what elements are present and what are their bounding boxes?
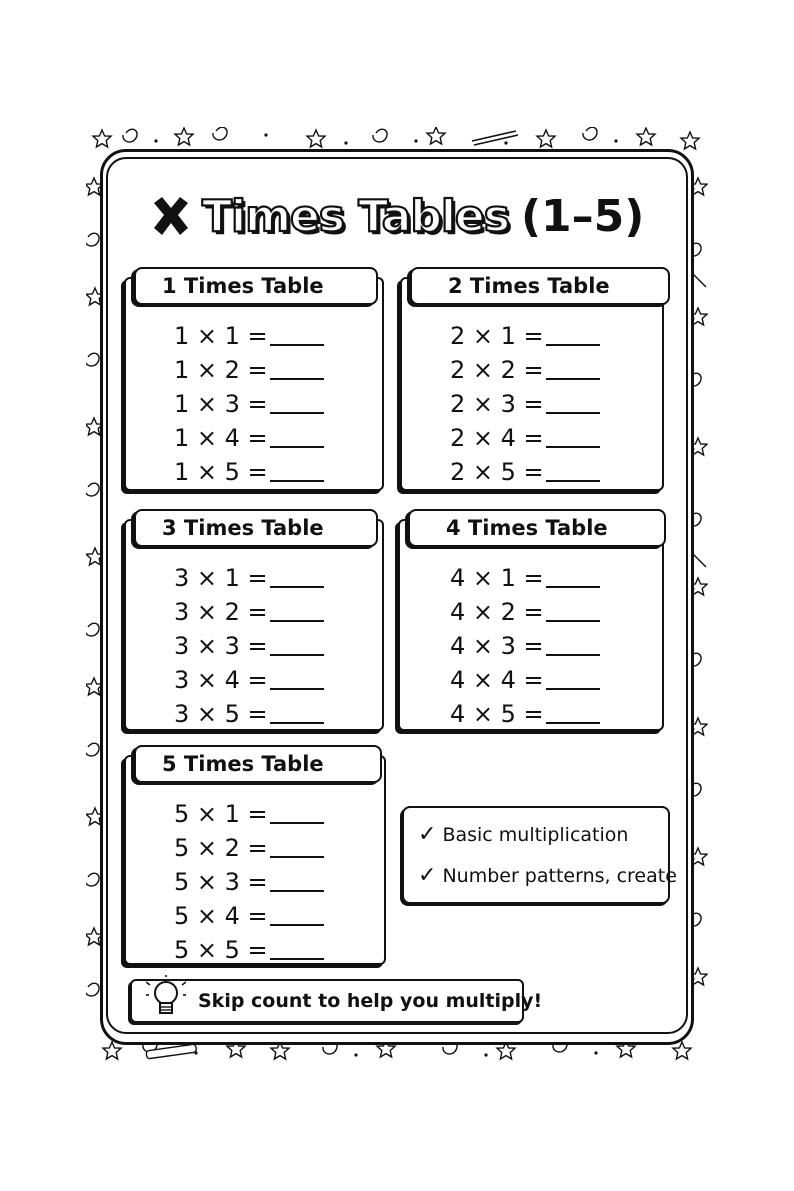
answer-blank[interactable]	[546, 344, 600, 346]
answer-blank[interactable]	[546, 412, 600, 414]
equation-text: 3 × 1 =	[174, 564, 268, 592]
title-text: Times Tables	[202, 190, 509, 242]
equation-row	[174, 797, 324, 831]
answer-blank[interactable]	[270, 856, 324, 858]
card-header-label: 3 Times Table	[162, 516, 324, 540]
equation-list	[174, 797, 324, 967]
equation-row	[174, 663, 324, 697]
answer-blank[interactable]	[270, 480, 324, 482]
equation-text: 1 × 1 =	[174, 322, 268, 350]
equation-row	[174, 455, 324, 489]
answer-blank[interactable]	[270, 620, 324, 622]
card-header	[134, 267, 378, 305]
equation-text: 1 × 3 =	[174, 390, 268, 418]
checkmark-icon: ✓	[418, 822, 437, 847]
equation-list	[174, 561, 324, 731]
answer-blank[interactable]	[546, 586, 600, 588]
title-range: (1–5)	[520, 190, 645, 242]
answer-blank[interactable]	[270, 890, 324, 892]
times-table-card-1	[124, 274, 384, 491]
card-header-label: 1 Times Table	[162, 274, 324, 298]
answer-blank[interactable]	[270, 654, 324, 656]
checklist-item-label: Number patterns, create	[442, 864, 677, 887]
equation-row	[174, 319, 324, 353]
equation-text: 2 × 1 =	[450, 322, 544, 350]
equation-text: 4 × 1 =	[450, 564, 544, 592]
equation-text: 5 × 2 =	[174, 834, 268, 862]
equation-text: 5 × 4 =	[174, 902, 268, 930]
answer-blank[interactable]	[270, 822, 324, 824]
equation-row	[174, 421, 324, 455]
equation-text: 1 × 2 =	[174, 356, 268, 384]
card-header-label: 2 Times Table	[448, 274, 610, 298]
equation-row	[174, 353, 324, 387]
card-header	[410, 267, 670, 305]
equation-row	[174, 697, 324, 731]
card-header	[134, 745, 382, 783]
equation-list	[450, 561, 600, 731]
answer-blank[interactable]	[546, 446, 600, 448]
equation-row	[174, 899, 324, 933]
answer-blank[interactable]	[546, 688, 600, 690]
equation-row	[450, 663, 600, 697]
tip-text: Skip count to help you multiply!	[198, 990, 543, 1012]
answer-blank[interactable]	[270, 586, 324, 588]
checkmark-icon: ✓	[418, 863, 437, 888]
answer-blank[interactable]	[546, 378, 600, 380]
equation-row	[174, 865, 324, 899]
worksheet-page	[86, 127, 708, 1063]
equation-row	[450, 629, 600, 663]
answer-blank[interactable]	[546, 722, 600, 724]
card-header	[408, 509, 666, 547]
multiply-x-icon	[148, 193, 194, 239]
page-title	[148, 181, 668, 251]
answer-blank[interactable]	[270, 446, 324, 448]
equation-row	[174, 933, 324, 967]
checklist-item-label: Basic multiplication	[442, 823, 629, 846]
times-table-card-3	[124, 516, 384, 731]
answer-blank[interactable]	[546, 654, 600, 656]
equation-row	[450, 421, 600, 455]
equation-text: 4 × 3 =	[450, 632, 544, 660]
checklist-item	[418, 822, 628, 847]
equation-list	[450, 319, 600, 489]
equation-row	[174, 387, 324, 421]
answer-blank[interactable]	[270, 344, 324, 346]
lightbulb-icon	[146, 975, 186, 1023]
answer-blank[interactable]	[546, 620, 600, 622]
equation-text: 4 × 4 =	[450, 666, 544, 694]
answer-blank[interactable]	[270, 722, 324, 724]
answer-blank[interactable]	[270, 688, 324, 690]
equation-row	[174, 561, 324, 595]
times-table-card-2	[400, 274, 664, 491]
answer-blank[interactable]	[270, 924, 324, 926]
equation-text: 1 × 5 =	[174, 458, 268, 486]
times-table-card-5	[124, 752, 386, 965]
answer-blank[interactable]	[270, 378, 324, 380]
checklist-item	[418, 863, 677, 888]
equation-text: 2 × 4 =	[450, 424, 544, 452]
equation-text: 4 × 5 =	[450, 700, 544, 728]
equation-text: 3 × 2 =	[174, 598, 268, 626]
equation-row	[450, 353, 600, 387]
equation-row	[174, 595, 324, 629]
equation-text: 4 × 2 =	[450, 598, 544, 626]
equation-row	[174, 629, 324, 663]
equation-list	[174, 319, 324, 489]
answer-blank[interactable]	[270, 958, 324, 960]
equation-text: 3 × 4 =	[174, 666, 268, 694]
equation-row	[450, 595, 600, 629]
equation-row	[174, 831, 324, 865]
equation-row	[450, 697, 600, 731]
checklist-box	[402, 806, 677, 904]
card-header	[134, 509, 378, 547]
card-header-label: 4 Times Table	[446, 516, 608, 540]
equation-text: 5 × 1 =	[174, 800, 268, 828]
answer-blank[interactable]	[546, 480, 600, 482]
equation-text: 3 × 3 =	[174, 632, 268, 660]
times-table-card-4	[398, 516, 664, 731]
equation-text: 2 × 2 =	[450, 356, 544, 384]
equation-row	[450, 561, 600, 595]
equation-text: 3 × 5 =	[174, 700, 268, 728]
card-header-label: 5 Times Table	[162, 752, 324, 776]
answer-blank[interactable]	[270, 412, 324, 414]
equation-text: 1 × 4 =	[174, 424, 268, 452]
equation-row	[450, 319, 600, 353]
equation-text: 2 × 3 =	[450, 390, 544, 418]
tip-banner	[130, 979, 543, 1023]
equation-text: 5 × 3 =	[174, 868, 268, 896]
equation-row	[450, 455, 600, 489]
equation-row	[450, 387, 600, 421]
equation-text: 5 × 5 =	[174, 936, 268, 964]
equation-text: 2 × 5 =	[450, 458, 544, 486]
